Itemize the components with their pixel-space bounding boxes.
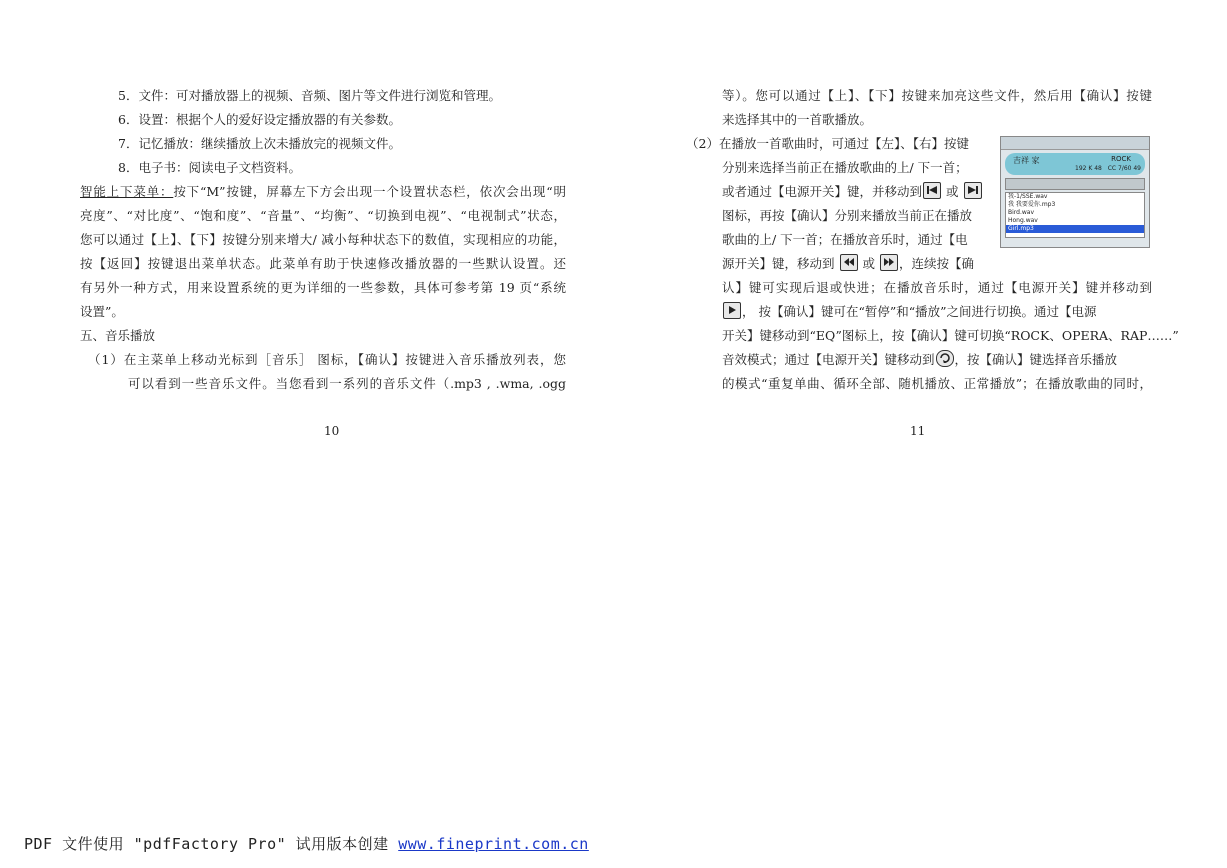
playlist (1005, 192, 1145, 238)
menu-title: 智能上下菜单： (80, 184, 174, 199)
list-item-files: 5．文件：可对播放器上的视频、音频、图片等文件进行浏览和管理。 (118, 88, 501, 103)
player-display (1005, 153, 1145, 175)
player-controls (1005, 178, 1145, 190)
music-paragraph-line: 可以看到一些音乐文件。当您看到一系列的音乐文件（.mp3 , .wma, .ogg (128, 376, 566, 391)
footer (24, 833, 589, 854)
paragraph-line: 分别来选择当前正在播放歌曲的上/ 下一首； (722, 160, 968, 175)
rewind-icon (840, 254, 858, 271)
bitrate-info: 192 K 48 (1075, 165, 1102, 172)
play-icon (723, 302, 741, 319)
menu-paragraph-line: 有另外一种方式，用来设置系统的更为详细的一些参数，具体可参考第 19 页“系统 (80, 280, 566, 295)
player-title-bar (1001, 137, 1149, 150)
playlist-item-selected: Girl.mp3 (1006, 225, 1144, 233)
menu-paragraph-line: 按【返回】按键退出菜单状态。此菜单有助于快速修改播放器的一些默认设置。还 (80, 256, 566, 271)
menu-paragraph-line: 设置”。 (80, 304, 124, 319)
playlist-item: 我-1/SSE.wav (1008, 193, 1048, 200)
page-number: 11 (910, 424, 926, 438)
left-page (80, 84, 566, 396)
paragraph-line: （2）在播放一首歌曲时，可通过【左】、【右】按键 (686, 136, 969, 151)
paragraph-line: 等）。您可以通过【上】、【下】按键来加亮这些文件，然后用【确认】按键 (722, 88, 1152, 103)
song-title: 吉祥 家 (1013, 156, 1040, 165)
footer-link[interactable]: www.fineprint.com.cn (398, 835, 589, 853)
paragraph-line: 或者通过【电源开关】键，并移动到 或 (686, 180, 1152, 204)
music-player-screenshot (1000, 136, 1150, 248)
page-number: 10 (324, 424, 340, 438)
item-label: （2） (686, 136, 719, 151)
track-info: CC 7/60 49 (1107, 165, 1141, 172)
menu-paragraph-line: 您可以通过【上】、【下】按键分别来增大/ 减小每种状态下的数值，实现相应的功能， (80, 232, 566, 247)
list-item-ebook: 8．电子书：阅读电子文档资料。 (118, 160, 301, 175)
previous-track-icon (923, 182, 941, 199)
paragraph-line: 音效模式；通过【电源开关】键移动到 ，按【确认】键选择音乐播放 (722, 352, 1118, 367)
paragraph-line: 认】键可实现后退或快进；在播放音乐时，通过【电源开关】键并移动到 (722, 280, 1152, 295)
fast-forward-icon (880, 254, 898, 271)
music-paragraph-line: （1）在主菜单上移动光标到［音乐］ 图标，【确认】按键进入音乐播放列表，您 (88, 352, 566, 367)
paragraph-line: 开关】键移动到“EQ”图标上，按【确认】键可切换“ROCK、OPERA、RAP……” (722, 328, 1179, 343)
menu-paragraph-line: 智能上下菜单：按下“M”按键，屏幕左下方会出现一个设置状态栏，依次会出现“明 (80, 184, 566, 199)
paragraph-line: ， 按【确认】键可在“暂停”和“播放”之间进行切换。通过【电源 (686, 300, 1152, 324)
list-item-settings: 6．设置：根据个人的爱好设定播放器的有关参数。 (118, 112, 401, 127)
paragraph-line: 来选择其中的一首歌播放。 (722, 112, 873, 127)
paragraph-line: 歌曲的上/ 下一首；在播放音乐时，通过【电 (722, 232, 968, 247)
paragraph-line: 源开关】键，移动到 或 ，连续按【确 (722, 256, 974, 271)
menu-paragraph-line: 亮度”、“对比度”、“饱和度”、“音量”、“均衡”、“切换到电视”、“电视制式”状态， (80, 208, 566, 223)
next-track-icon (964, 182, 982, 199)
repeat-mode-icon (936, 350, 954, 367)
section-heading: 五、音乐播放 (80, 328, 156, 343)
playlist-item: Hong.wav (1008, 217, 1038, 224)
paragraph-line: 的模式“重复单曲、循环全部、随机播放、正常播放”；在播放歌曲的同时， (722, 376, 1152, 391)
paragraph-line: 图标，再按【确认】分别来播放当前正在播放 (722, 208, 973, 223)
footer-text: PDF 文件使用 "pdfFactory Pro" 试用版本创建 (24, 835, 399, 853)
playlist-item: Bird.wav (1008, 209, 1034, 216)
eq-label: ROCK (1111, 155, 1131, 163)
list-item-resume: 7．记忆播放：继续播放上次未播放完的视频文件。 (118, 136, 401, 151)
playlist-item: 我 我要爱你.mp3 (1008, 201, 1056, 208)
